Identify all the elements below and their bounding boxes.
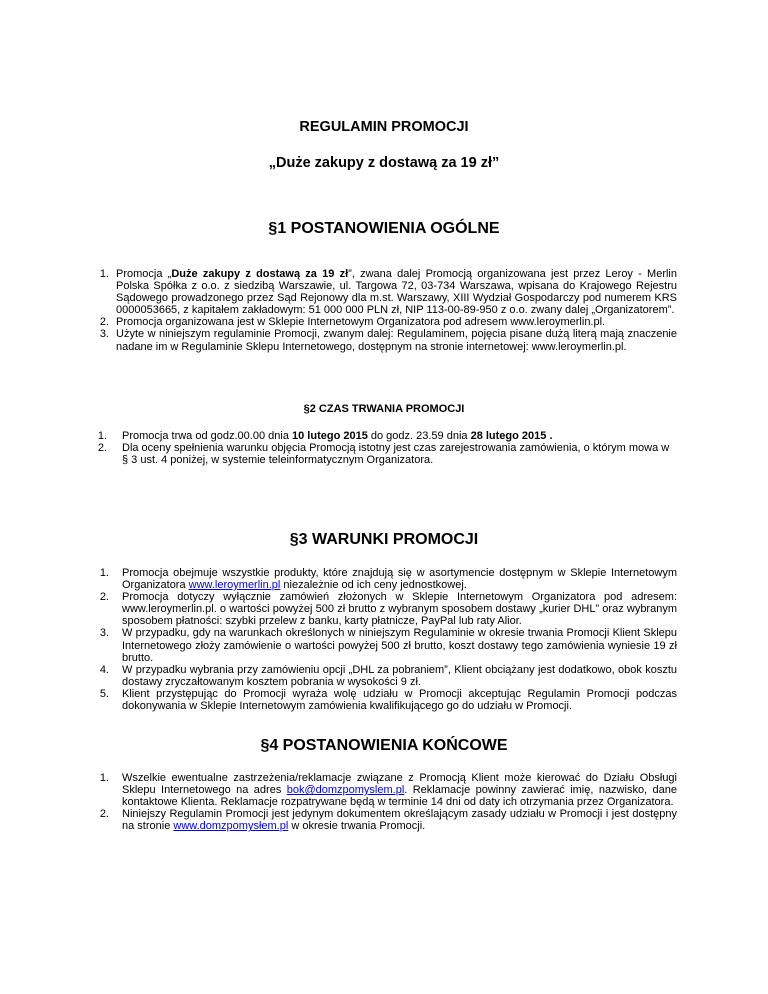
item-text: Dla oceny spełnienia warunku objęcia Promocją istotny jest czas zarejestrowania zamówienia, o którym mowa w § 3 ust. 4 poniżej, w systemie teleinformatycznym Organizatora.: [122, 442, 670, 467]
section-2-heading: §2 CZAS TRWANIA PROMOCJI: [303, 403, 465, 415]
item-text: [116, 268, 677, 316]
document-title: REGULAMIN PROMOCJI: [299, 119, 469, 135]
item-text: [122, 772, 677, 808]
section-4-heading: §4 POSTANOWIENIA KOŃCOWE: [260, 737, 508, 754]
item-text-part: Promocja obejmuje wszystkie produkty, które znajdują się w asortymencie dostępnym w Sklepie Internetowym Organizatora: [122, 567, 677, 592]
item-number: 5.: [99, 687, 109, 700]
end-date: 28 lutego 2015 .: [470, 430, 553, 442]
item-text-part: do godz. 23.59 dnia: [367, 430, 471, 442]
list-item: [99, 627, 677, 664]
item-text-part: Niniejszy Regulamin Promocji jest jedynym dokumentem określającym zasady udziału w Promocji i jest dostępny na stronie: [122, 808, 677, 833]
section-3-list: [99, 567, 677, 713]
item-number: 1.: [97, 430, 107, 442]
leroymerlin-link[interactable]: www.leroymerlin.pl: [188, 579, 281, 592]
item-text: Klient przystępując do Promocji wyraża wolę udziału w Promocji akceptując Regulamin Promocji podczas dokonywania w Sklepie Internetowym zamówienia kwalifikującego go do udziału w Promocji.: [122, 687, 677, 713]
item-text: W przypadku wybrania przy zamówieniu opcji „DHL za pobraniem”, Klient obciążany jest dodatkowo, obok kosztu dostawy zryczałtowanym kosztem pobrania w wysokości 9 zł.: [122, 663, 677, 688]
item-number: 3.: [99, 328, 109, 341]
section-1-heading: §1 POSTANOWIENIA OGÓLNE: [268, 220, 500, 237]
list-item: [99, 772, 677, 809]
list-item: [97, 442, 677, 467]
item-text: [122, 567, 677, 591]
list-item: [97, 430, 677, 442]
item-text: Promocja organizowana jest w Sklepie Internetowym Organizatora pod adresem www.leroymerlin.pl.: [116, 316, 606, 329]
item-number: 2.: [99, 316, 109, 329]
promotion-name: „Duże zakupy z dostawą za 19 zł”: [268, 155, 500, 171]
item-number: 1.: [99, 268, 109, 280]
start-date: 10 lutego 2015: [292, 430, 368, 442]
item-text: [122, 808, 677, 832]
item-number: 3.: [99, 627, 109, 640]
section-1-list: [99, 268, 677, 353]
item-number: 4.: [99, 663, 109, 676]
item-text-part: Promocja „: [116, 268, 172, 280]
list-item: [99, 808, 677, 833]
item-number: 2.: [99, 591, 109, 604]
list-item: [99, 567, 677, 592]
section-2-list: [97, 430, 677, 467]
section-3-heading: §3 WARUNKI PROMOCJI: [289, 531, 479, 548]
section-4-list: [99, 772, 677, 833]
item-text-part: Wszelkie ewentualne zastrzeżenia/reklamacje związane z Promocją Klient może kierować do Działu Obsługi Sklepu Internetowego na adres: [122, 772, 677, 797]
item-text-part: niezależnie od ich ceny jednostkowej.: [280, 579, 467, 592]
list-item: [99, 687, 677, 713]
item-text: Użyte w niniejszym regulaminie Promocji, zwanym dalej: Regulaminem, pojęcia pisane dużą literą mają znaczenie nadane im w Regulaminie Sklepu Internetowego, dostępnym na stronie internetowej: www.leroymerlin.pl.: [116, 328, 677, 353]
list-item: [99, 268, 677, 317]
domzpomyslem-link[interactable]: www.domzpomysłem.pl: [173, 820, 289, 833]
item-text: Promocja dotyczy wyłącznie zamówień złożonych w Sklepie Internetowym Organizatora pod adresem: www.leroymerlin.pl. o wartości powyżej 500 zł brutto z wybranym sposobem dostawy „kurier DHL” oraz wybranym sposobem płatności: szybki przelew z banku, karty płatnicze, PayPal lub raty Alior.: [122, 591, 677, 628]
promotion-name-bold: Duże zakupy z dostawą za 19 zł: [171, 268, 349, 280]
list-item: [99, 663, 677, 688]
item-number: 1.: [99, 567, 109, 579]
list-item: [99, 316, 677, 329]
item-text-part: w okresie trwania Promocji.: [288, 820, 426, 833]
item-number: 2.: [99, 808, 109, 821]
list-item: [99, 591, 677, 628]
item-text: [122, 430, 553, 442]
list-item: [99, 328, 677, 353]
item-text-part: ”, zwana dalej Promocją organizowana jest przez Leroy - Merlin Polska Spółka z o.o. z siedzibą Warszawie, ul. Targowa 72, 03-734 Warszawa, wpisana do Krajowego Rejestru Sądowego prowadzonego przez Sąd Rejonowy dla m.st. Warszawy, XIII Wydział Gospodarczy pod numerem KRS 0000053665, z kapitałem zakładowym: 51 000 000 PLN zł, NIP 113-00-89-950 z o.o. zwany dalej „Organizatorem”.: [116, 268, 677, 317]
item-text-part: Promocja trwa od godz.00.00 dnia: [122, 430, 292, 442]
item-text: W przypadku, gdy na warunkach określonych w niniejszym Regulaminie w okresie trwania Promocji Klient Sklepu Internetowego złoży zamówienie o wartości powyżej 500 zł brutto, koszt dostawy tego zamówienia wyniesie 19 zł brutto.: [122, 627, 677, 664]
item-number: 1.: [99, 772, 109, 784]
email-link[interactable]: bok@domzpomyslem.pl: [286, 784, 405, 797]
item-text-part: . Reklamacje powinny zawierać imię, nazwisko, dane kontaktowe Klienta. Reklamacje rozpatrywane będą w terminie 14 dni od daty ich otrzymania przez Organizatora.: [122, 784, 677, 809]
item-number: 2.: [97, 442, 107, 455]
